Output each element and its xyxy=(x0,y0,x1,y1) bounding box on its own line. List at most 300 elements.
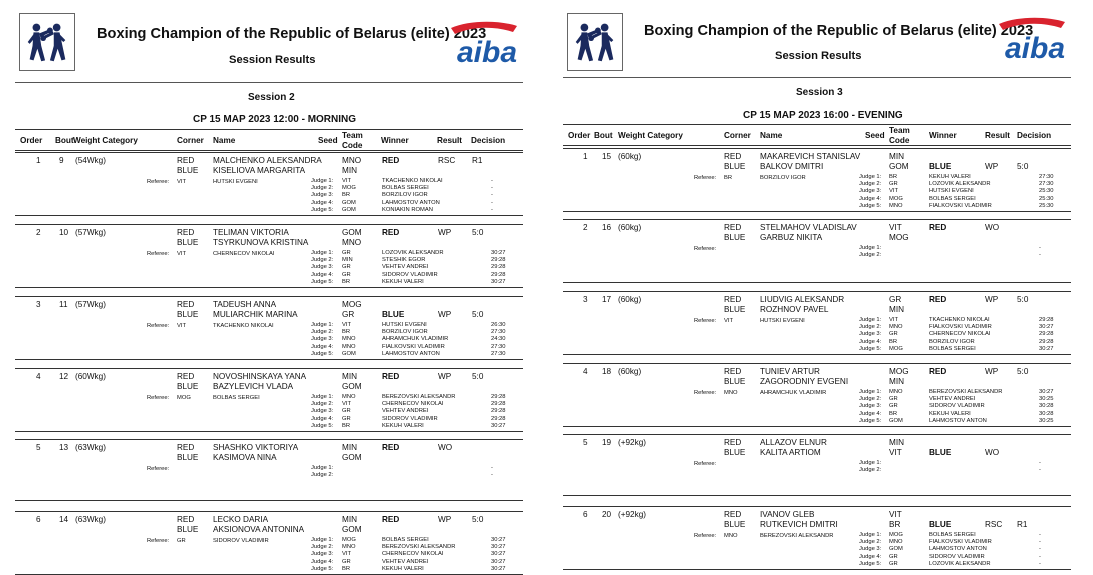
winner: RED xyxy=(929,223,947,232)
blue-team-code: MIN xyxy=(889,305,905,314)
bout-row xyxy=(563,291,1071,355)
red-boxer-name: TUNIEV ARTUR xyxy=(760,367,820,376)
col-decision: Decision xyxy=(471,136,506,145)
judge-score: 30:28 xyxy=(1039,410,1054,417)
judge-label: Judge 4: xyxy=(311,558,334,565)
judge-team: MNO xyxy=(889,539,903,546)
judge-name: VEHTEV ANDREI xyxy=(382,264,429,271)
red-boxer-name: LIUDVIG ALEKSANDR xyxy=(760,295,845,304)
judge-label: Judge 2: xyxy=(859,181,882,188)
bout-row xyxy=(15,296,523,360)
corner-blue: BLUE xyxy=(177,310,199,319)
judge-label: Judge 4: xyxy=(311,343,334,350)
bout-row xyxy=(563,506,1071,570)
col-order: Order xyxy=(20,136,43,145)
blue-boxer-name: MULIARCHIK MARINA xyxy=(213,310,298,319)
result: WP xyxy=(438,372,452,381)
referee-label: Referee: xyxy=(694,175,717,181)
judge-label: Judge 2: xyxy=(311,544,334,551)
judge-name: SIDOROV VLADIMIR xyxy=(382,415,438,422)
winner: RED xyxy=(382,515,400,524)
col-result: Result xyxy=(985,131,1011,140)
judge-name: LAHMOSTOV ANTON xyxy=(382,199,440,206)
judge-score: 29:28 xyxy=(491,408,506,415)
judge-name: KEKUH VALERI xyxy=(382,278,424,285)
weight-category: (54Wkg) xyxy=(75,156,106,165)
winner: BLUE xyxy=(382,310,405,319)
col-code: Code xyxy=(889,136,910,145)
blue-boxer-name: ROZHNOV PAVEL xyxy=(760,305,829,314)
col-team: Team xyxy=(889,126,910,135)
corner-red: RED xyxy=(724,510,742,519)
judge-score: - xyxy=(1039,460,1041,466)
referee-name: BORZILOV IGOR xyxy=(760,175,806,181)
judge-name: LOZOVIK ALEKSANDR xyxy=(382,250,444,256)
corner-red: RED xyxy=(724,367,742,376)
decision: 5:0 xyxy=(472,228,484,237)
judge-name: BOLBAS SERGEI xyxy=(929,532,976,538)
bout-row xyxy=(15,224,523,288)
blue-team-code: MNO xyxy=(342,238,362,247)
judge-team: BR xyxy=(342,278,351,285)
referee-name: SIDOROV VLADIMIR xyxy=(213,538,269,544)
bout-order: 2 xyxy=(583,223,588,232)
judge-name: TKACHENKO NIKOLAI xyxy=(382,178,443,184)
bout-number: 16 xyxy=(602,223,612,232)
col-corner: Corner xyxy=(177,136,204,145)
judge-score: 30:27 xyxy=(491,422,506,429)
result: WP xyxy=(985,295,999,304)
aiba-logo-icon xyxy=(987,14,1071,66)
corner-blue: BLUE xyxy=(724,377,746,386)
blue-team-code: VIT xyxy=(889,448,902,457)
result: WP xyxy=(985,162,999,171)
judge-label: Judge 5: xyxy=(859,345,882,352)
referee-team: MOG xyxy=(177,395,191,401)
bout-order: 2 xyxy=(36,228,41,237)
bout-order: 3 xyxy=(36,300,41,309)
judge-score: 29:28 xyxy=(1039,331,1054,338)
winner: RED xyxy=(929,295,947,304)
aiba-logo-text: aiba xyxy=(457,36,518,69)
judge-score: 29:28 xyxy=(1039,317,1054,323)
result: WO xyxy=(985,448,1000,457)
red-team-code: VIT xyxy=(889,510,902,519)
boxers-logo-icon xyxy=(567,13,623,71)
result: RSC xyxy=(438,156,456,165)
judge-team: GOM xyxy=(889,417,903,424)
judge-score: 24:30 xyxy=(491,336,506,343)
red-team-code: MOG xyxy=(889,367,909,376)
judge-team: VIT xyxy=(342,551,352,558)
judge-name: SIDOROV VLADIMIR xyxy=(929,553,985,560)
referee-name: HUTSKI EVGENI xyxy=(213,179,258,185)
weight-category: (57Wkg) xyxy=(75,228,106,237)
bout-number: 19 xyxy=(602,438,612,447)
judge-team: MOG xyxy=(889,532,903,538)
judge-score: - xyxy=(1039,546,1041,553)
judge-name: CHERNECOV NIKOLAI xyxy=(929,331,991,338)
judge-label: Judge 1: xyxy=(859,174,882,180)
judge-label: Judge 3: xyxy=(311,192,334,199)
judge-name: BEREZOVSKI ALEKSANDR xyxy=(382,544,456,551)
judge-label: Judge 5: xyxy=(859,417,882,424)
referee-team: VIT xyxy=(177,179,187,185)
judge-team: VIT xyxy=(342,178,352,184)
header-divider xyxy=(15,82,523,83)
red-team-code: MIN xyxy=(889,438,905,447)
judge-name: CHERNECOV NIKOLAI xyxy=(382,401,444,408)
judge-label: Judge 3: xyxy=(859,546,882,553)
corner-red: RED xyxy=(177,300,195,309)
referee-name: CHERNECOV NIKOLAI xyxy=(213,251,275,257)
referee-team: MNO xyxy=(724,533,738,539)
referee-name: AHRAMCHUK VLADIMIR xyxy=(760,390,827,396)
referee-label: Referee: xyxy=(147,179,170,185)
corner-red: RED xyxy=(724,295,742,304)
judge-name: BORZILOV IGOR xyxy=(929,338,975,345)
corner-blue: BLUE xyxy=(177,382,199,391)
results-page-session-3 xyxy=(563,0,1071,575)
judge-name: FIALKOVSKI VLADIMIR xyxy=(382,343,445,350)
weight-category: (57Wkg) xyxy=(75,300,106,309)
col-weight: Weight Category xyxy=(73,136,138,145)
winner: BLUE xyxy=(929,162,952,171)
bout-number: 15 xyxy=(602,152,612,161)
corner-blue: BLUE xyxy=(177,238,199,247)
judge-label: Judge 5: xyxy=(311,206,334,213)
judge-team: GR xyxy=(889,396,898,403)
judge-name: FIALKOVSKI VLADIMIR xyxy=(929,202,992,209)
col-bout: Bout xyxy=(594,131,613,140)
judge-score: 29:28 xyxy=(491,257,506,264)
judge-team: GR xyxy=(889,560,898,567)
red-boxer-name: NOVOSHINSKAYA YANA xyxy=(213,372,307,381)
decision: 5:0 xyxy=(472,372,484,381)
col-name: Name xyxy=(213,136,236,145)
judge-team: GR xyxy=(342,558,351,565)
bout-number: 17 xyxy=(602,295,612,304)
winner: RED xyxy=(382,156,400,165)
judge-score: 30:27 xyxy=(491,565,506,572)
decision: 5:0 xyxy=(1017,367,1029,376)
referee-label: Referee: xyxy=(694,533,717,539)
red-boxer-name: MALCHENKO ALEKSANDRA xyxy=(213,156,322,165)
judge-label: Judge 3: xyxy=(859,403,882,410)
judge-team: VIT xyxy=(889,317,899,323)
corner-blue: BLUE xyxy=(724,162,746,171)
red-team-code: GR xyxy=(889,295,902,304)
blue-boxer-name: ZAGORODNIY EVGENI xyxy=(760,377,849,386)
bout-order: 4 xyxy=(36,372,41,381)
session-label: Session 3 xyxy=(796,87,843,98)
judge-label: Judge 2: xyxy=(311,472,334,479)
blue-team-code: MIN xyxy=(889,377,905,386)
weight-category: (60kg) xyxy=(618,295,642,304)
results-page-session-2 xyxy=(15,0,523,575)
judge-name: BOLBAS SERGEI xyxy=(929,195,976,202)
judge-name: KEKUH VALERI xyxy=(382,565,424,572)
winner: RED xyxy=(382,443,400,452)
session-date-line: CP 15 MAP 2023 12:00 - MORNING xyxy=(193,114,357,125)
judge-score: 30:25 xyxy=(1039,417,1054,424)
judge-score: 30:27 xyxy=(1039,324,1054,331)
red-boxer-name: STELMAHOV VLADISLAV xyxy=(760,223,857,232)
document-subtitle: Session Results xyxy=(229,54,316,66)
bout-row xyxy=(15,511,523,575)
referee-label: Referee: xyxy=(147,323,170,329)
judge-name: HUTSKI EVGENI xyxy=(929,188,974,195)
judge-score: 29:28 xyxy=(491,415,506,422)
judge-score: - xyxy=(1039,532,1041,538)
judge-team: BR xyxy=(342,565,351,572)
bout-order: 4 xyxy=(583,367,588,376)
judge-label: Judge 1: xyxy=(311,178,334,184)
corner-red: RED xyxy=(177,156,195,165)
decision: 5:0 xyxy=(472,515,484,524)
col-decision: Decision xyxy=(1017,131,1052,140)
judge-score: 29:28 xyxy=(491,264,506,271)
judge-score: - xyxy=(1039,560,1041,567)
bout-number: 13 xyxy=(59,443,69,452)
result: WP xyxy=(985,367,999,376)
judge-label: Judge 4: xyxy=(859,338,882,345)
judge-label: Judge 5: xyxy=(311,350,334,357)
judge-team: GR xyxy=(342,264,351,271)
bout-order: 6 xyxy=(583,510,588,519)
bout-number: 12 xyxy=(59,372,69,381)
judge-label: Judge 2: xyxy=(311,329,334,336)
winner: RED xyxy=(929,367,947,376)
judge-name: CHERNECOV NIKOLAI xyxy=(382,551,444,558)
corner-blue: BLUE xyxy=(724,305,746,314)
judge-team: BR xyxy=(889,174,898,180)
judge-score: - xyxy=(491,472,493,479)
judge-score: 27:30 xyxy=(1039,181,1054,188)
corner-red: RED xyxy=(177,443,195,452)
judge-score: 30:27 xyxy=(491,250,506,256)
bout-number: 9 xyxy=(59,156,64,165)
header-divider xyxy=(563,77,1071,78)
col-seed: Seed xyxy=(865,131,885,140)
judge-team: MNO xyxy=(342,394,356,400)
judge-team: MNO xyxy=(889,324,903,331)
judge-score: 30:27 xyxy=(491,278,506,285)
corner-blue: BLUE xyxy=(177,525,199,534)
col-name: Name xyxy=(760,131,783,140)
blue-boxer-name: KISELIOVA MARGARITA xyxy=(213,166,306,175)
referee-team: VIT xyxy=(177,323,187,329)
referee-name: HUTSKI EVGENI xyxy=(760,318,805,324)
bout-number: 10 xyxy=(59,228,69,237)
red-team-code: VIT xyxy=(889,223,902,232)
judge-team: MNO xyxy=(889,202,903,209)
judge-score: 29:28 xyxy=(491,401,506,408)
judge-team: GR xyxy=(342,408,351,415)
judge-team: VIT xyxy=(342,322,352,328)
corner-blue: BLUE xyxy=(724,520,746,529)
col-code: Code xyxy=(342,141,363,150)
winner: BLUE xyxy=(929,520,952,529)
corner-blue: BLUE xyxy=(177,453,199,462)
result: WP xyxy=(438,515,452,524)
referee-name: TKACHENKO NIKOLAI xyxy=(213,323,274,329)
blue-team-code: BR xyxy=(889,520,901,529)
bout-number: 11 xyxy=(59,300,68,309)
referee-label: Referee: xyxy=(694,390,717,396)
judge-label: Judge 2: xyxy=(859,324,882,331)
aiba-logo-icon xyxy=(439,18,523,70)
red-boxer-name: TADEUSH ANNA xyxy=(213,300,277,309)
judge-score: 29:28 xyxy=(491,271,506,278)
col-seed: Seed xyxy=(318,136,338,145)
judge-score: 30:25 xyxy=(1039,396,1054,403)
col-corner: Corner xyxy=(724,131,751,140)
judge-label: Judge 4: xyxy=(311,271,334,278)
judge-score: - xyxy=(1039,245,1041,251)
referee-team: BR xyxy=(724,175,733,181)
judge-label: Judge 1: xyxy=(859,389,882,395)
judge-score: 25:30 xyxy=(1039,195,1054,202)
judge-team: GR xyxy=(889,331,898,338)
judge-score: 27:30 xyxy=(1039,174,1054,180)
judge-name: SIDOROV VLADIMIR xyxy=(382,271,438,278)
referee-team: VIT xyxy=(177,251,187,257)
judge-label: Judge 4: xyxy=(311,415,334,422)
table-header xyxy=(563,124,1071,146)
judge-score: - xyxy=(1039,252,1041,259)
judge-score: 27:30 xyxy=(491,343,506,350)
judge-team: VIT xyxy=(342,401,352,408)
judge-team: GOM xyxy=(342,206,356,213)
judge-score: 30:27 xyxy=(1039,389,1054,395)
judge-name: BORZILOV IGOR xyxy=(382,192,428,199)
judge-label: Judge 3: xyxy=(859,188,882,195)
bout-order: 5 xyxy=(36,443,41,452)
judge-label: Judge 2: xyxy=(859,396,882,403)
judge-label: Judge 2: xyxy=(311,185,334,192)
judge-team: GR xyxy=(889,181,898,188)
winner: RED xyxy=(382,228,400,237)
judge-score: 25:30 xyxy=(1039,202,1054,209)
judge-name: STESHIK EGOR xyxy=(382,257,426,264)
judge-score: 30:27 xyxy=(491,551,506,558)
judge-score: 30:28 xyxy=(1039,403,1054,410)
document-subtitle: Session Results xyxy=(775,50,862,62)
blue-team-code: GOM xyxy=(889,162,909,171)
judge-team: GR xyxy=(889,403,898,410)
referee-label: Referee: xyxy=(694,461,717,467)
judge-score: - xyxy=(491,178,493,184)
bout-order: 1 xyxy=(36,156,41,165)
judge-score: 30:27 xyxy=(491,544,506,551)
referee-label: Referee: xyxy=(147,395,170,401)
judge-name: BOLBAS SERGEI xyxy=(929,345,976,352)
judge-label: Judge 4: xyxy=(859,553,882,560)
boxers-logo-icon xyxy=(19,13,75,71)
judge-score: 30:27 xyxy=(491,558,506,565)
judge-label: Judge 1: xyxy=(859,245,882,251)
judge-label: Judge 4: xyxy=(859,410,882,417)
referee-label: Referee: xyxy=(694,318,717,324)
col-result: Result xyxy=(437,136,463,145)
blue-team-code: GR xyxy=(342,310,355,319)
referee-team: VIT xyxy=(724,318,734,324)
judge-label: Judge 1: xyxy=(859,460,882,466)
col-weight: Weight Category xyxy=(618,131,683,140)
judge-score: - xyxy=(491,206,493,213)
bout-row xyxy=(15,152,523,216)
judge-team: GR xyxy=(342,415,351,422)
judge-name: BEREZOVSKI ALEKSANDR xyxy=(929,389,1003,395)
bout-row xyxy=(563,219,1071,283)
judge-team: MOG xyxy=(889,195,903,202)
judge-label: Judge 1: xyxy=(311,537,334,543)
judge-label: Judge 5: xyxy=(311,278,334,285)
judge-team: MOG xyxy=(342,185,356,192)
bout-number: 18 xyxy=(602,367,612,376)
decision: R1 xyxy=(1017,520,1028,529)
judge-name: KEKUH VALERI xyxy=(929,174,971,180)
judge-score: 30:27 xyxy=(491,537,506,543)
referee-label: Referee: xyxy=(147,251,170,257)
blue-boxer-name: KALITA ARTIOM xyxy=(760,448,821,457)
judge-label: Judge 1: xyxy=(311,322,334,328)
corner-red: RED xyxy=(724,223,742,232)
aiba-logo-text: aiba xyxy=(1005,32,1066,65)
blue-team-code: MOG xyxy=(889,233,909,242)
judge-score: 30:27 xyxy=(1039,345,1054,352)
blue-team-code: GOM xyxy=(342,382,362,391)
bout-row xyxy=(563,363,1071,427)
judge-label: Judge 2: xyxy=(859,539,882,546)
judge-name: LAHMOSTOV ANTON xyxy=(382,350,440,357)
judge-score: - xyxy=(1039,467,1041,474)
bout-row xyxy=(15,439,523,501)
referee-name: BEREZOVSKI ALEKSANDR xyxy=(760,533,834,539)
corner-blue: BLUE xyxy=(177,166,199,175)
judge-score: - xyxy=(491,199,493,206)
weight-category: (+92kg) xyxy=(618,510,646,519)
judge-name: LAHMOSTOV ANTON xyxy=(929,417,987,424)
decision: 5:0 xyxy=(1017,162,1029,171)
judge-label: Judge 3: xyxy=(311,551,334,558)
corner-red: RED xyxy=(724,152,742,161)
judge-label: Judge 1: xyxy=(859,317,882,323)
col-bout: Bout xyxy=(55,136,74,145)
bout-number: 14 xyxy=(59,515,69,524)
session-date-line: CP 15 MAP 2023 16:00 - EVENING xyxy=(743,110,903,121)
judge-team: GR xyxy=(889,553,898,560)
corner-red: RED xyxy=(724,438,742,447)
result: WP xyxy=(438,228,452,237)
judge-team: MNO xyxy=(342,343,356,350)
judge-team: VIT xyxy=(889,188,899,195)
judge-team: BR xyxy=(889,338,898,345)
red-team-code: MNO xyxy=(342,156,362,165)
referee-label: Referee: xyxy=(147,538,170,544)
session-label: Session 2 xyxy=(248,92,295,103)
judge-score: 26:30 xyxy=(491,322,506,328)
judge-team: MOG xyxy=(889,345,903,352)
judge-team: BR xyxy=(342,422,351,429)
judge-name: FIALKOVSKI VLADIMIR xyxy=(929,539,992,546)
judge-score: 29:28 xyxy=(1039,338,1054,345)
blue-team-code: GOM xyxy=(342,453,362,462)
bout-row xyxy=(563,148,1071,212)
judge-name: BEREZOVSKI ALEKSANDR xyxy=(382,394,456,400)
col-order: Order xyxy=(568,131,591,140)
